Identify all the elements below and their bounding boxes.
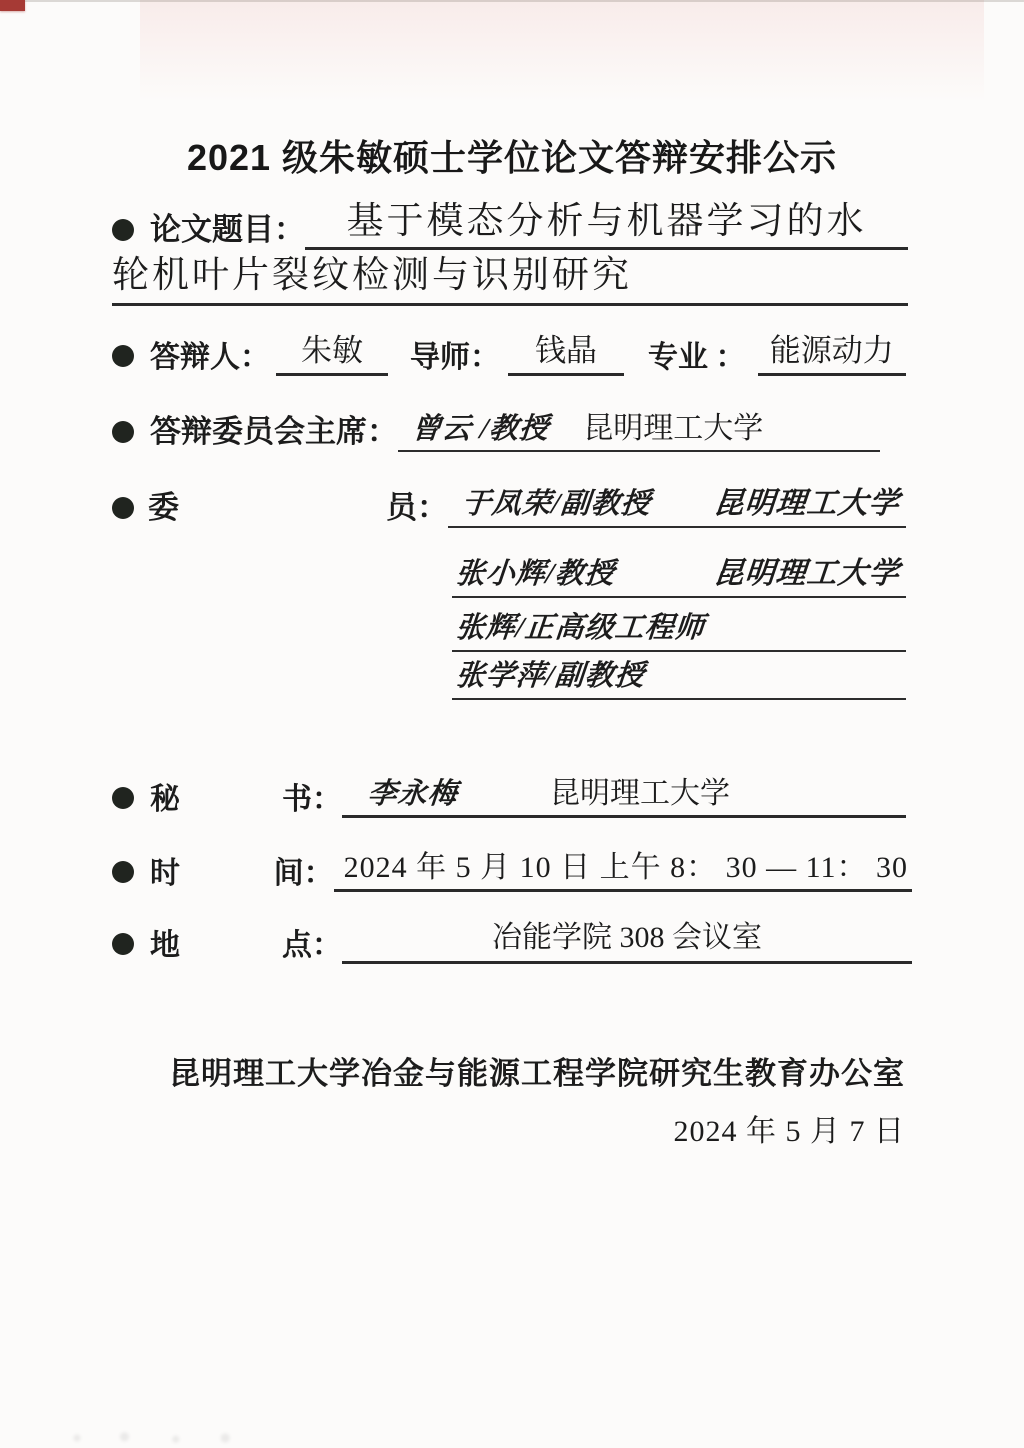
scan-smudge-artifact (58, 1432, 248, 1444)
bullet-icon (112, 219, 134, 241)
time-value: 2024 年 5 月 10 日 上午 8： 30 — 11： 30 (334, 842, 912, 892)
bullet-icon (112, 345, 134, 367)
major-label: 专业 ： (648, 340, 746, 374)
committee-member-name: 于凤荣/副教授 (460, 488, 653, 520)
committee-member-line (452, 546, 906, 598)
footer-office: 昆明理工大学冶金与能源工程学院研究生教育办公室 (169, 1056, 905, 1091)
scan-tint-artifact (140, 0, 984, 115)
venue-label (150, 927, 342, 965)
chair-name: 曾云 /教授 (410, 413, 551, 445)
scan-edge-artifact (0, 0, 1024, 2)
bullet-icon (112, 421, 134, 443)
footer-date: 2024 年 5 月 7 日 (673, 1115, 905, 1148)
venue-row (112, 914, 912, 964)
chair-affiliation: 昆明理工大学 (583, 412, 764, 445)
chair-label: 答辩委员会主席： (150, 414, 398, 450)
committee-row (112, 478, 906, 528)
thesis-value-line1: 基于模态分析与机器学习的水 (305, 199, 908, 250)
committee-label-char2: 员： (386, 490, 448, 526)
secretary-name: 李永梅 (366, 778, 460, 810)
secretary-label (150, 781, 342, 819)
committee-member-name: 张小辉/教授 (454, 558, 617, 590)
bullet-icon (112, 933, 134, 955)
bullet-icon (112, 497, 134, 519)
thesis-title-row (112, 194, 908, 250)
committee-member-affiliation: 昆明理工大学 (712, 487, 902, 520)
secretary-row (112, 766, 906, 818)
chair-row (112, 400, 880, 452)
committee-member-affiliation: 昆明理工大学 (712, 557, 902, 590)
defender-label: 答辩人： (150, 340, 270, 374)
time-label (150, 855, 334, 893)
time-label-char1: 时 (150, 856, 180, 890)
bullet-icon (112, 861, 134, 883)
bullet-icon (112, 787, 134, 809)
thesis-title-row-2 (112, 256, 908, 306)
major-value: 能源动力 (758, 331, 907, 376)
thesis-label: 论文题目： (150, 212, 305, 248)
secretary-value (342, 768, 906, 818)
committee-member-line (452, 648, 906, 700)
committee-member-name: 张辉/正高级工程师 (454, 612, 707, 644)
committee-member-line (448, 478, 906, 528)
supervisor-label: 导师： (410, 340, 500, 374)
defender-row (112, 326, 906, 376)
venue-label-char1: 地 (150, 928, 180, 962)
committee-label-char1: 委 (148, 490, 179, 526)
time-row (112, 840, 912, 892)
committee-label (148, 489, 448, 528)
chair-value (398, 403, 880, 452)
supervisor-value: 钱晶 (508, 331, 624, 376)
red-scan-artifact (0, 0, 25, 11)
defender-value: 朱敏 (276, 331, 388, 376)
page-title: 2021 级朱敏硕士学位论文答辩安排公示 (186, 137, 838, 178)
secretary-label-char1: 秘 (150, 782, 180, 816)
secretary-label-char2: 书： (282, 782, 342, 816)
thesis-value-line2: 轮机叶片裂纹检测与识别研究 (112, 253, 908, 306)
secretary-affiliation: 昆明理工大学 (550, 777, 731, 810)
committee-member-name: 张学萍/副教授 (454, 660, 647, 692)
time-label-char2: 间： (273, 856, 334, 890)
venue-value: 冶能学院 308 会议室 (342, 918, 912, 964)
committee-member-line (452, 600, 906, 652)
venue-label-char2: 点： (282, 928, 342, 962)
